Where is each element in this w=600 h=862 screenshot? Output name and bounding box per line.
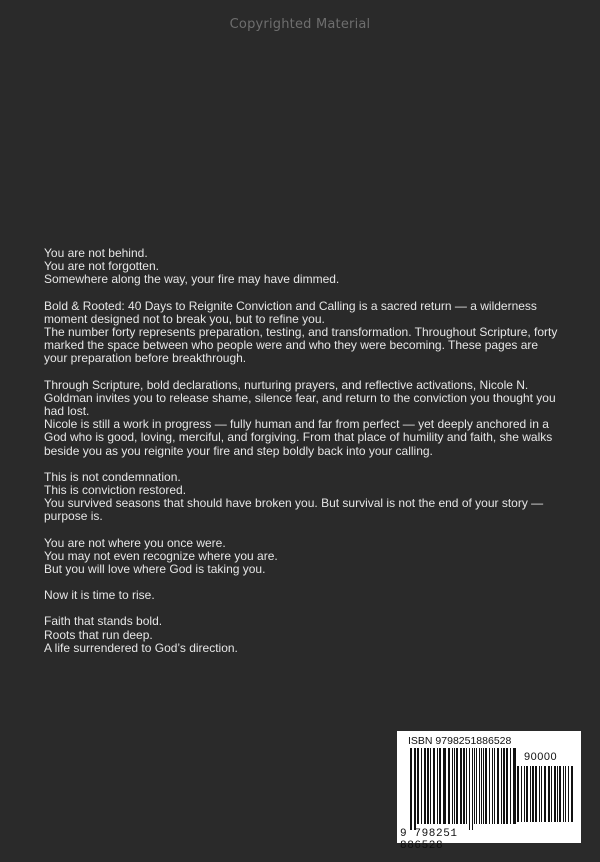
blurb-line: Now it is time to rise. [44,588,155,603]
price-code: 90000 [524,751,558,763]
barcode-bar [443,748,446,824]
barcode-bar [437,748,438,824]
isbn-barcode [397,731,581,852]
blurb-line: This is not condemnation. [44,469,181,484]
barcode-bar [559,766,561,822]
blurb-line: The number forty represents preparation, testing, and transformation. Throughout Scripture, forty marked the space between who people were and who they were becoming. These pages are your preparation before breakthrough. [44,325,558,366]
barcode-bar [414,748,416,830]
barcode-bar [548,766,550,822]
barcode-bar [503,748,505,824]
barcode-bar [526,766,528,822]
barcode-bar [456,748,458,824]
barcode-bar [571,766,573,822]
blurb-paragraph-3 [44,379,564,458]
barcode-bar [430,748,431,824]
barcode-bar [472,748,473,830]
barcode-bar [557,766,558,822]
barcode-bar [476,748,477,824]
blurb-paragraph-4 [44,471,564,524]
blurb-line: Nicole is still a work in progress — fully human and far from perfect — yet deeply anchored in a God who is good, loving, merciful, and forgiving. From that place of humility and faith, she walks beside you as you reignite your fire and step boldly back into your calling. [44,417,553,458]
barcode-bar [424,748,426,824]
barcode-bar [532,766,534,822]
blurb-line: Somewhere along the way, your fire may have dimmed. [44,272,340,287]
blurb-line: You survived seasons that should have broken you. But survival is not the end of your story — purpose is. [44,496,544,524]
blurb-paragraph-2 [44,300,564,366]
barcode-bar [417,748,419,824]
barcode-bar [568,766,569,822]
barcode-bar [448,748,450,824]
ean-digits: 9 798251 886528 [400,828,458,852]
barcode-bar [485,748,487,824]
price-addon-bars [517,766,575,828]
blurb-line: A life surrendered to God’s direction. [44,640,238,655]
blurb-line: You may not even recognize where you are. [44,548,278,563]
barcode-bar [427,748,429,824]
isbn-label: ISBN 9798251886528 [408,735,512,747]
barcode-bar [410,748,412,830]
blurb-line: You are not forgotten. [44,259,159,274]
barcode-bar [563,766,564,822]
barcode-bar [494,748,495,824]
barcode-bar [452,748,453,824]
barcode-bar [474,748,475,824]
back-cover-blurb [44,247,564,668]
barcode-bar [506,748,508,824]
barcode-bar [439,748,441,824]
blurb-line: This is conviction restored. [44,483,187,498]
barcode-bar [565,766,566,822]
barcode-bar [469,748,470,830]
blurb-line: Bold & Rooted: 40 Days to Reignite Conviction and Calling is a sacred return — a wilderness moment designed not to break you, but to refine you. [44,298,537,326]
barcode-bar [544,766,546,822]
blurb-line: But you will love where God is taking you. [44,562,266,577]
blurb-paragraph-5 [44,537,564,577]
barcode-bar [539,766,540,822]
copyright-watermark-top: Copyrighted Material [229,17,371,32]
barcode-bar [463,748,465,824]
barcode-bar [541,766,542,822]
barcode-bar [521,766,522,822]
barcode-bar [479,748,480,824]
blurb-paragraph-1 [44,247,564,287]
barcode-bar [497,748,499,824]
barcode-bar [421,748,422,824]
barcode-bar [524,766,525,822]
blurb-paragraph-6 [44,589,564,602]
blurb-paragraph-7 [44,615,564,655]
barcode-bar [481,748,482,824]
barcode-bar [460,748,462,824]
barcode-bar [489,748,490,824]
barcode-bar [492,748,493,824]
blurb-line: You are not behind. [44,246,148,260]
blurb-line: Roots that run deep. [44,627,153,642]
barcode-bar [454,748,455,824]
barcode-bar [513,748,516,824]
blurb-line: You are not where you once were. [44,535,226,550]
barcode-bar [530,766,531,822]
barcode-bar [535,766,537,822]
blurb-line: Through Scripture, bold declarations, nurturing prayers, and reflective activations, Nicole N. Goldman invites you to release shame, silence fear, and return to the conviction you thought you had lost. [44,377,556,419]
barcode-bar [551,766,552,822]
ean13-barcode-bars [410,748,516,830]
barcode-bar [517,766,519,822]
barcode-bar [483,748,484,824]
barcode-bar [433,748,435,824]
barcode-bar [501,748,502,824]
blurb-line: Faith that stands bold. [44,614,163,629]
barcode-bar [466,748,467,824]
barcode-bar [510,748,511,824]
barcode-bar [554,766,556,822]
